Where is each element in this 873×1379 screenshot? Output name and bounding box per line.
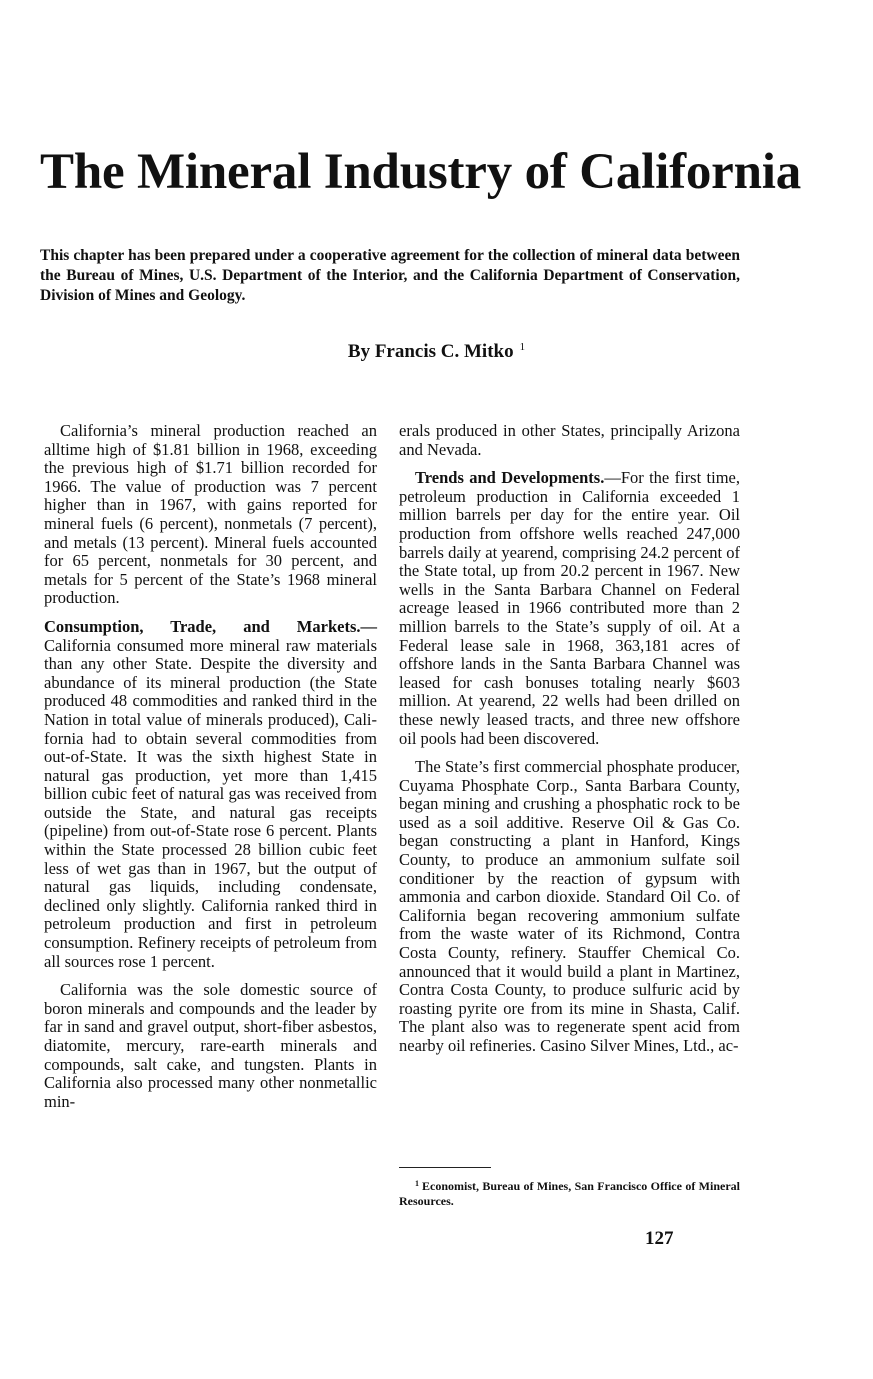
page-title: The Mineral Industry of California (40, 144, 802, 200)
page-number: 127 (645, 1228, 674, 1249)
footnote-divider (399, 1167, 491, 1168)
paragraph-continued-minerals: erals produced in other States, principally Arizona and Nevada. (399, 421, 740, 459)
section-heading-trends: Trends and Developments. (415, 468, 605, 488)
author-footnote-marker: 1 (519, 341, 526, 353)
paragraph-trends (399, 469, 740, 748)
paragraph-phosphate: The State’s first commercial phosphate producer, Cuyama Phosphate Corp., Santa Barbara County, began mining and crushing a phosphatic rock to be used as a soil additive. Reserve Oil & Gas Co. began constructing a plant in Hanford, Kings County, to produce an ammonium sulfate soil conditioner by the reaction of gypsum with ammonia and carbon dioxide. Standard Oil Co. of California began recovering ammonium sulfate from the waste water of its Richmond, Contra Costa County, refinery. Stauffer Chemical Co. announced that it would build a plant in Martinez, Contra Costa County, to produce sulfuric acid by roasting pyrite ore from its mine in Shasta, Calif. The plant also was to regenerate spent acid from nearby oil refineries. Casino Silver Mines, Ltd., ac- (399, 757, 740, 1055)
cooperative-agreement-note: This chapter has been prepared under a cooperative agreement for the collection of mineral data between the Bureau of Mines, U.S. Department of the Interior, and the California Department of Conservation, Division of Mines and Geology. (40, 247, 740, 304)
right-column (399, 422, 740, 1066)
footnote-text: Economist, Bureau of Mines, San Francisco Office of Mineral Resources. (399, 1179, 740, 1208)
footnote-marker: 1 (415, 1179, 419, 1188)
paragraph-trends-text: —For the first time, petroleum production in California exceeded 1 million barrels per day for the entire year. Oil production from offshore wells reached 247,000 barrels daily at yearend, comprising 24.2 percent of the State total, up from 20.2 percent in 1967. New wells in the Santa Barbara Channel on Federal acreage leased in 1966 contributed more than 2 million barrels to the State’s supply of oil. At a Federal lease sale in 1968, 363,181 acres of offshore lands in the Santa Barbara Channel was leased for cash bonuses totaling nearly $603 million. At yearend, 22 wells had been drilled on these newly leased tracts, and three new offshore oil pools had been discovered. (399, 468, 740, 748)
author-name: By Francis C. Mitko (347, 341, 514, 362)
footnote (399, 1176, 740, 1209)
paragraph-production-summary: California’s mineral production reached an alltime high of $1.81 billion in 1968, exceeding the previous high of $1.71 billion recorded for 1966. The value of production was 7 percent higher than in 1967, with gains reported for mineral fuels (6 percent), nonmetals (7 percent), and metals (13 percent). Mineral fuels accounted for 65 percent, nonmetals for 30 percent, and metals for 5 percent of the State’s 1968 mineral production. (44, 421, 377, 608)
paragraph-boron-sources: California was the sole domestic source of boron minerals and compounds and the leader by far in sand and gravel output, short-fiber asbestos, diatomite, mercury, rare-earth minerals and compounds, salt cake, and tungsten. Plants in California also processed many other nonmetallic min- (44, 980, 377, 1111)
section-heading-consumption: Consumption, Trade, and Markets.— (44, 616, 377, 636)
paragraph-consumption (44, 618, 377, 971)
paragraph-consumption-text: California consumed more mineral raw materials than any other State. Despite the diversity and abundance of its mineral production (the State produced 48 commodities and ranked third in the Nation in total value of minerals produced), California had to obtain several commodities from out-of-State. It was the sixth highest State in natural gas production, yet more than 1,415 billion cubic feet of natural gas was received from outside the State, and natural gas receipts (pipeline) from out-of-State rose 6 percent. Plants within the State processed 28 billion cubic feet less of wet gas than in 1967, but the output of natural gas liquids, including condensate, declined only slightly. California ranked third in petroleum production and first in petroleum consumption. Refinery receipts of petroleum from all sources rose 1 percent. (44, 635, 377, 971)
left-column (44, 422, 377, 1121)
author-byline (0, 341, 873, 363)
